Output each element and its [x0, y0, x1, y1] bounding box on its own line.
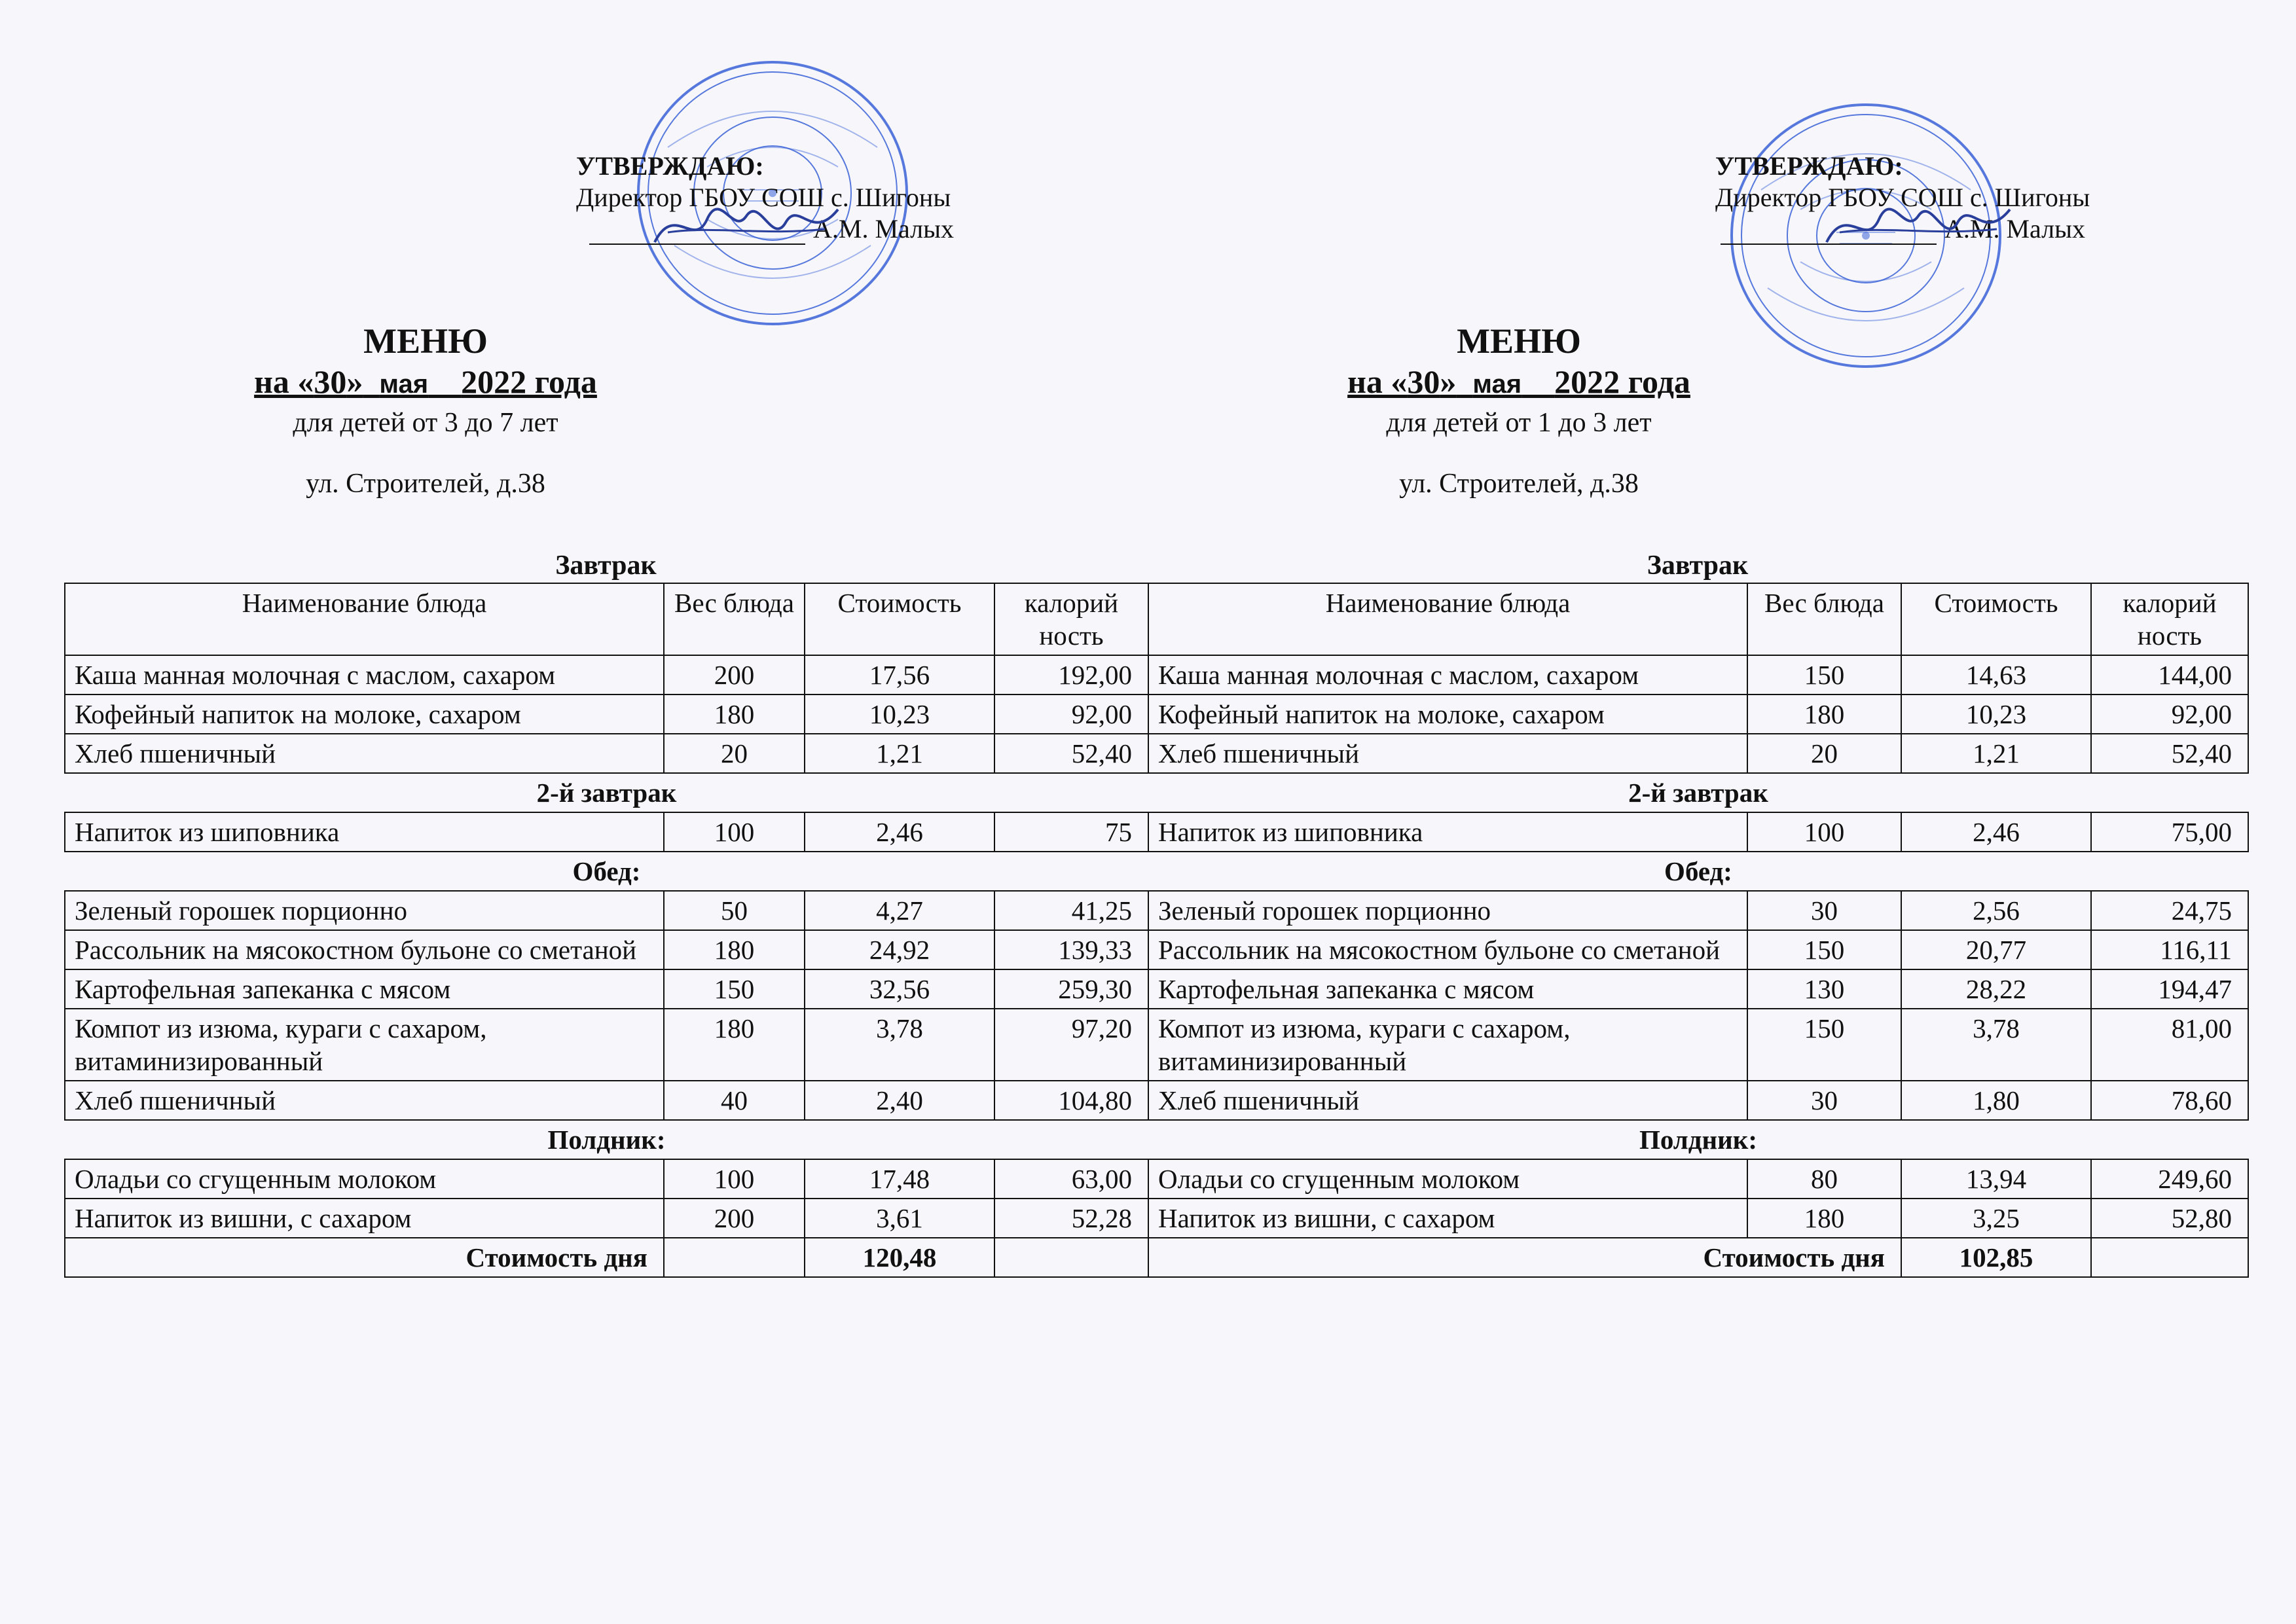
- dish-name: Картофельная запеканка с мясом: [65, 969, 664, 1009]
- dish-cost: 1,80: [1901, 1081, 2091, 1120]
- section-title-left: Обед:: [65, 852, 1148, 891]
- menu-header-right: [1257, 321, 1781, 504]
- dish-name: Хлеб пшеничный: [1148, 734, 1747, 773]
- menu-date-year: 2022 года: [461, 363, 597, 400]
- dish-cost: 1,21: [1901, 734, 2091, 773]
- section-row: [65, 1120, 2248, 1159]
- total-empty: [994, 1238, 1148, 1277]
- dish-calories: 75: [994, 812, 1148, 852]
- approval-title: УТВЕРЖДАЮ:: [1715, 151, 1903, 181]
- menu-address: ул. Строителей, д.38: [306, 469, 545, 499]
- dish-cost: 1,21: [805, 734, 994, 773]
- dish-name: Напиток из вишни, с сахаром: [65, 1199, 664, 1238]
- dish-calories: 81,00: [2091, 1009, 2248, 1081]
- dish-cost: 2,56: [1901, 891, 2091, 930]
- table-row: [65, 1081, 2248, 1120]
- dish-weight: 80: [1747, 1159, 1901, 1199]
- dish-calories: 116,11: [2091, 930, 2248, 969]
- table-row: [65, 1199, 2248, 1238]
- menu-table-body: [65, 583, 2248, 1277]
- dish-name: Хлеб пшеничный: [65, 734, 664, 773]
- section-row: [65, 852, 2248, 891]
- dish-calories: 92,00: [2091, 695, 2248, 734]
- section-title-right: Полдник:: [1148, 1120, 2248, 1159]
- dish-calories: 52,40: [994, 734, 1148, 773]
- dish-cost: 13,94: [1901, 1159, 2091, 1199]
- section-title-left: 2-й завтрак: [65, 773, 1148, 812]
- dish-cost: 28,22: [1901, 969, 2091, 1009]
- dish-weight: 100: [664, 812, 805, 852]
- menu-date-day: 30: [314, 363, 347, 400]
- dish-cost: 3,78: [1901, 1009, 2091, 1081]
- dish-calories: 259,30: [994, 969, 1148, 1009]
- table-row: [65, 1159, 2248, 1199]
- dish-weight: 150: [664, 969, 805, 1009]
- dish-name: Рассольник на мясокостном бульоне со сметаной: [1148, 930, 1747, 969]
- table-row: [65, 1009, 2248, 1081]
- dish-name: Напиток из шиповника: [1148, 812, 1747, 852]
- col-header-calories: калорий ность: [994, 583, 1148, 655]
- dish-weight: 180: [664, 930, 805, 969]
- table-row: [65, 969, 2248, 1009]
- menu-date-month: мая: [1472, 370, 1522, 399]
- dish-calories: 97,20: [994, 1009, 1148, 1081]
- dish-calories: 139,33: [994, 930, 1148, 969]
- col-header-name: Наименование блюда: [1148, 583, 1747, 655]
- dish-calories: 194,47: [2091, 969, 2248, 1009]
- dish-weight: 200: [664, 655, 805, 695]
- menu-age-group: для детей от 1 до 3 лет: [1386, 408, 1652, 438]
- menu-date-day: 30: [1407, 363, 1440, 400]
- table-row: [65, 734, 2248, 773]
- total-value-right: 102,85: [1901, 1238, 2091, 1277]
- table-header-row: [65, 583, 2248, 655]
- dish-weight: 180: [1747, 695, 1901, 734]
- col-header-calories: калорий ность: [2091, 583, 2248, 655]
- dish-cost: 10,23: [1901, 695, 2091, 734]
- menu-date-month: мая: [379, 370, 429, 399]
- dish-name: Зеленый горошек порционно: [1148, 891, 1747, 930]
- dish-calories: 75,00: [2091, 812, 2248, 852]
- dish-name: Хлеб пшеничный: [1148, 1081, 1747, 1120]
- total-value-left: 120,48: [805, 1238, 994, 1277]
- dish-name: Напиток из вишни, с сахаром: [1148, 1199, 1747, 1238]
- total-row: [65, 1238, 2248, 1277]
- dish-cost: 10,23: [805, 695, 994, 734]
- dish-name: Каша манная молочная с маслом, сахаром: [1148, 655, 1747, 695]
- section-title-breakfast-left: Завтрак: [555, 550, 657, 581]
- dish-name: Зеленый горошек порционно: [65, 891, 664, 930]
- col-header-cost: Стоимость: [1901, 583, 2091, 655]
- dish-calories: 41,25: [994, 891, 1148, 930]
- menu-title: МЕНЮ: [363, 321, 488, 361]
- total-label-right: Стоимость дня: [1148, 1238, 1901, 1277]
- table-row: [65, 930, 2248, 969]
- handwritten-signature-left: [648, 196, 845, 255]
- dish-name: Картофельная запеканка с мясом: [1148, 969, 1747, 1009]
- dish-weight: 20: [664, 734, 805, 773]
- dish-cost: 3,25: [1901, 1199, 2091, 1238]
- dish-cost: 32,56: [805, 969, 994, 1009]
- menu-table: [64, 583, 2249, 1278]
- dish-name: Рассольник на мясокостном бульоне со сметаной: [65, 930, 664, 969]
- dish-name: Кофейный напиток на молоке, сахаром: [1148, 695, 1747, 734]
- approval-name: А.М. Малых: [1944, 214, 2085, 244]
- dish-name: Оладьи со сгущенным молоком: [1148, 1159, 1747, 1199]
- col-header-weight: Вес блюда: [664, 583, 805, 655]
- dish-calories: 52,40: [2091, 734, 2248, 773]
- dish-calories: 92,00: [994, 695, 1148, 734]
- dish-name: Кофейный напиток на молоке, сахаром: [65, 695, 664, 734]
- dish-weight: 50: [664, 891, 805, 930]
- dish-name: Хлеб пшеничный: [65, 1081, 664, 1120]
- dish-weight: 180: [1747, 1199, 1901, 1238]
- dish-weight: 130: [1747, 969, 1901, 1009]
- dish-calories: 63,00: [994, 1159, 1148, 1199]
- dish-cost: 2,46: [805, 812, 994, 852]
- dish-calories: 52,28: [994, 1199, 1148, 1238]
- dish-calories: 104,80: [994, 1081, 1148, 1120]
- menu-date: на «30» мая 2022 года: [254, 363, 597, 400]
- dish-weight: 180: [664, 1009, 805, 1081]
- dish-weight: 40: [664, 1081, 805, 1120]
- col-header-weight: Вес блюда: [1747, 583, 1901, 655]
- dish-weight: 100: [664, 1159, 805, 1199]
- dish-calories: 52,80: [2091, 1199, 2248, 1238]
- dish-weight: 150: [1747, 655, 1901, 695]
- dish-cost: 20,77: [1901, 930, 2091, 969]
- section-row: [65, 773, 2248, 812]
- dish-cost: 2,46: [1901, 812, 2091, 852]
- menu-header-left: [164, 321, 687, 504]
- menu-address: ул. Строителей, д.38: [1399, 469, 1639, 499]
- dish-cost: 2,40: [805, 1081, 994, 1120]
- dish-cost: 14,63: [1901, 655, 2091, 695]
- dish-weight: 180: [664, 695, 805, 734]
- dish-name: Каша манная молочная с маслом, сахаром: [65, 655, 664, 695]
- total-empty: [2091, 1238, 2248, 1277]
- total-empty: [664, 1238, 805, 1277]
- dish-weight: 20: [1747, 734, 1901, 773]
- dish-calories: 144,00: [2091, 655, 2248, 695]
- menu-age-group: для детей от 3 до 7 лет: [293, 408, 558, 438]
- dish-cost: 17,56: [805, 655, 994, 695]
- dish-cost: 24,92: [805, 930, 994, 969]
- table-row: [65, 812, 2248, 852]
- table-row: [65, 695, 2248, 734]
- dish-calories: 24,75: [2091, 891, 2248, 930]
- handwritten-signature-right: [1820, 196, 2016, 255]
- approval-position: Директор ГБОУ СОШ с. Шигоны: [576, 183, 951, 212]
- menu-date-year: 2022 года: [1554, 363, 1690, 400]
- dish-cost: 3,61: [805, 1199, 994, 1238]
- col-header-name: Наименование блюда: [65, 583, 664, 655]
- dish-cost: 17,48: [805, 1159, 994, 1199]
- dish-calories: 249,60: [2091, 1159, 2248, 1199]
- section-title-left: Полдник:: [65, 1120, 1148, 1159]
- dish-weight: 30: [1747, 1081, 1901, 1120]
- section-title-right: Обед:: [1148, 852, 2248, 891]
- dish-name: Компот из изюма, кураги с сахаром, витаминизированный: [65, 1009, 664, 1081]
- dish-calories: 78,60: [2091, 1081, 2248, 1120]
- approval-position: Директор ГБОУ СОШ с. Шигоны: [1715, 183, 2090, 212]
- dish-name: Компот из изюма, кураги с сахаром, витаминизированный: [1148, 1009, 1747, 1081]
- menu-title: МЕНЮ: [1457, 321, 1581, 361]
- table-row: [65, 891, 2248, 930]
- dish-weight: 150: [1747, 930, 1901, 969]
- approval-title: УТВЕРЖДАЮ:: [576, 151, 764, 181]
- total-label-left: Стоимость дня: [65, 1238, 664, 1277]
- dish-calories: 192,00: [994, 655, 1148, 695]
- section-title-right: 2-й завтрак: [1148, 773, 2248, 812]
- table-row: [65, 655, 2248, 695]
- col-header-cost: Стоимость: [805, 583, 994, 655]
- dish-name: Напиток из шиповника: [65, 812, 664, 852]
- dish-name: Оладьи со сгущенным молоком: [65, 1159, 664, 1199]
- dish-cost: 3,78: [805, 1009, 994, 1081]
- dish-weight: 30: [1747, 891, 1901, 930]
- dish-cost: 4,27: [805, 891, 994, 930]
- menu-date: на «30» мая 2022 года: [1347, 363, 1690, 400]
- dish-weight: 150: [1747, 1009, 1901, 1081]
- dish-weight: 100: [1747, 812, 1901, 852]
- approval-name: А.М. Малых: [813, 214, 954, 244]
- dish-weight: 200: [664, 1199, 805, 1238]
- section-title-breakfast-right: Завтрак: [1647, 550, 1749, 581]
